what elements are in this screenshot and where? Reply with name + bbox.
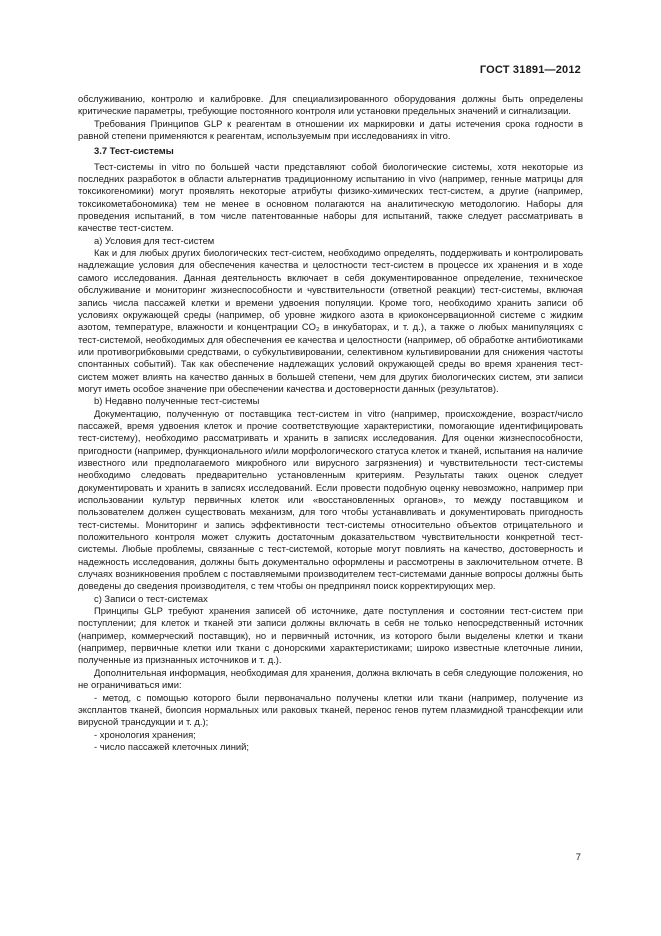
subsection-heading: c) Записи о тест-системах [94,592,208,604]
subsection-heading: b) Недавно полученные тест-системы [94,395,260,407]
paragraph: Принципы GLP требуют хранения записей об источнике, дате поступления и состоянии тест-систем при поступлении; для клеток и тканей эти записи должны включать в себя не только непосредственный источник (например, коммерческий поставщик), но и первичный источник, из которого были выделены клетки и ткани (например, первичные клетки или ткани с донорскими характеристиками; широко известные клеточные линии, полученные из признанных источников и т. д.). [78,605,583,666]
page-number: 7 [575,851,581,862]
section-heading: 3.7 Тест-системы [94,145,174,157]
paragraph: Документацию, полученную от поставщика тест-систем in vitro (например, происхождение, возраст/число пассажей, время удвоения клеток и прочие соответствующие характеристики, помогающие идентифицировать тест-систему), необходимо рассматривать и хранить в записях исследования. Для оценки жизнеспособности, пригодности (например, функционального и/или морфологического статуса клеток и тканей, испытания на наличие известного или предполагаемого микробного или вирусного загрязнения) и чувствительности тест-системы необходимо следовать предварительно установленным критериям. Результаты таких оценок следует документировать и хранить в записях исследований. Если провести подобную оценку невозможно, например при использовании культур первичных клеток или «восстановленных органов», то между поставщиком и пользователем должен существовать механизм, для того чтобы устанавливать и документировать пригодность тест-системы. Мониторинг и запись эффективности тест-системы относительно объектов отрицательного и положительного контроля может служить достаточным доказательством чувствительности конкретной тест-системы. Любые проблемы, связанные с тест-системой, которые могут повлиять на качество, достоверность и надежность исследования, должны быть документально оформлены и рассмотрены в заключительном отчете. В случаях возникновения проблем с поставляемыми производителем тест-системами данные вопросы должны быть доведены до сведения производителя, с тем чтобы он предпринял поиск корректирующих мер. [78,407,584,592]
paragraph: Дополнительная информация, необходимая для хранения, должна включать в себя следующие положения, но не ограничиваться ими: [78,666,583,691]
list-item: - метод, с помощью которого были первоначально получены клетки или ткани (например, получение из эксплантов тканей, биопсия нормальных или раковых тканей, перенос генов путем плазмидной трансфекции или вирусной трансдукции и т. д.); [78,691,583,728]
subsection-heading: a) Условия для тест-систем [94,234,215,246]
list-item: - число пассажей клеточных линий; [94,740,249,752]
paragraph: Тест-системы in vitro по большей части представляют собой биологические системы, хотя некоторые из последних разработок в области альтернатив традиционному испытанию in vivo (например, генные матрицы для токсикогеномики) могут проявлять некоторые атрибуты физико-химических тест-систем, а другие (например, токсикометабономика) тем не менее в основном полагаются на аналитическую методологию. Наборы для проведения испытаний, в том числе патентованные наборы для испытаний, также следует рассматривать в качестве тест-систем. [78,160,583,234]
page-body [78,93,583,753]
document-header: ГОСТ 31891—2012 [479,64,581,76]
list-item: - хронология хранения; [94,728,196,740]
paragraph: Требования Принципов GLP к реагентам в отношении их маркировки и даты истечения срока годности в равной степени применяются к реагентам, используемым при исследованиях in vitro. [78,117,583,142]
paragraph: обслуживанию, контролю и калибровке. Для специализированного оборудования должны быть определены критические параметры, требующие постоянного контроля или установки предельных значений и сигнализации. [78,93,583,117]
paragraph: Как и для любых других биологических тест-систем, необходимо определять, поддерживать и контролировать надлежащие условия для обеспечения качества и целостности тест-систем в процессе их хранения и в ходе самого исследования. Данная деятельность включает в себя документированное определение, техническое обслуживание и мониторинг жизнеспособности и чувствительности (ответной реакции) тест-системы, включая запись числа пассажей клетки и времени удвоения популяции. Кроме того, необходимо хранить записи об условиях окружающей среды (например, об уровне жидкого азота в криоконсервационной системе с жидким азотом, температуре, влажности и концентрации CO₂ в инкубаторах, и т. д.), а также о любых манипуляциях с тест-системой, необходимых для обеспечения ее качества и целостности (например, об обработке антибиотиками или противогрибковыми средствами, о субкультивировании, селективном культивировании для снижения частоты спонтанных событий). Так как обеспечение надлежащих условий окружающей среды во время хранения тест-систем может влиять на качество данных в большей степени, чем для других биологических систем, эти записи могут иметь особое значение при обеспечении качества и достоверности данных (результатов). [78,247,583,394]
